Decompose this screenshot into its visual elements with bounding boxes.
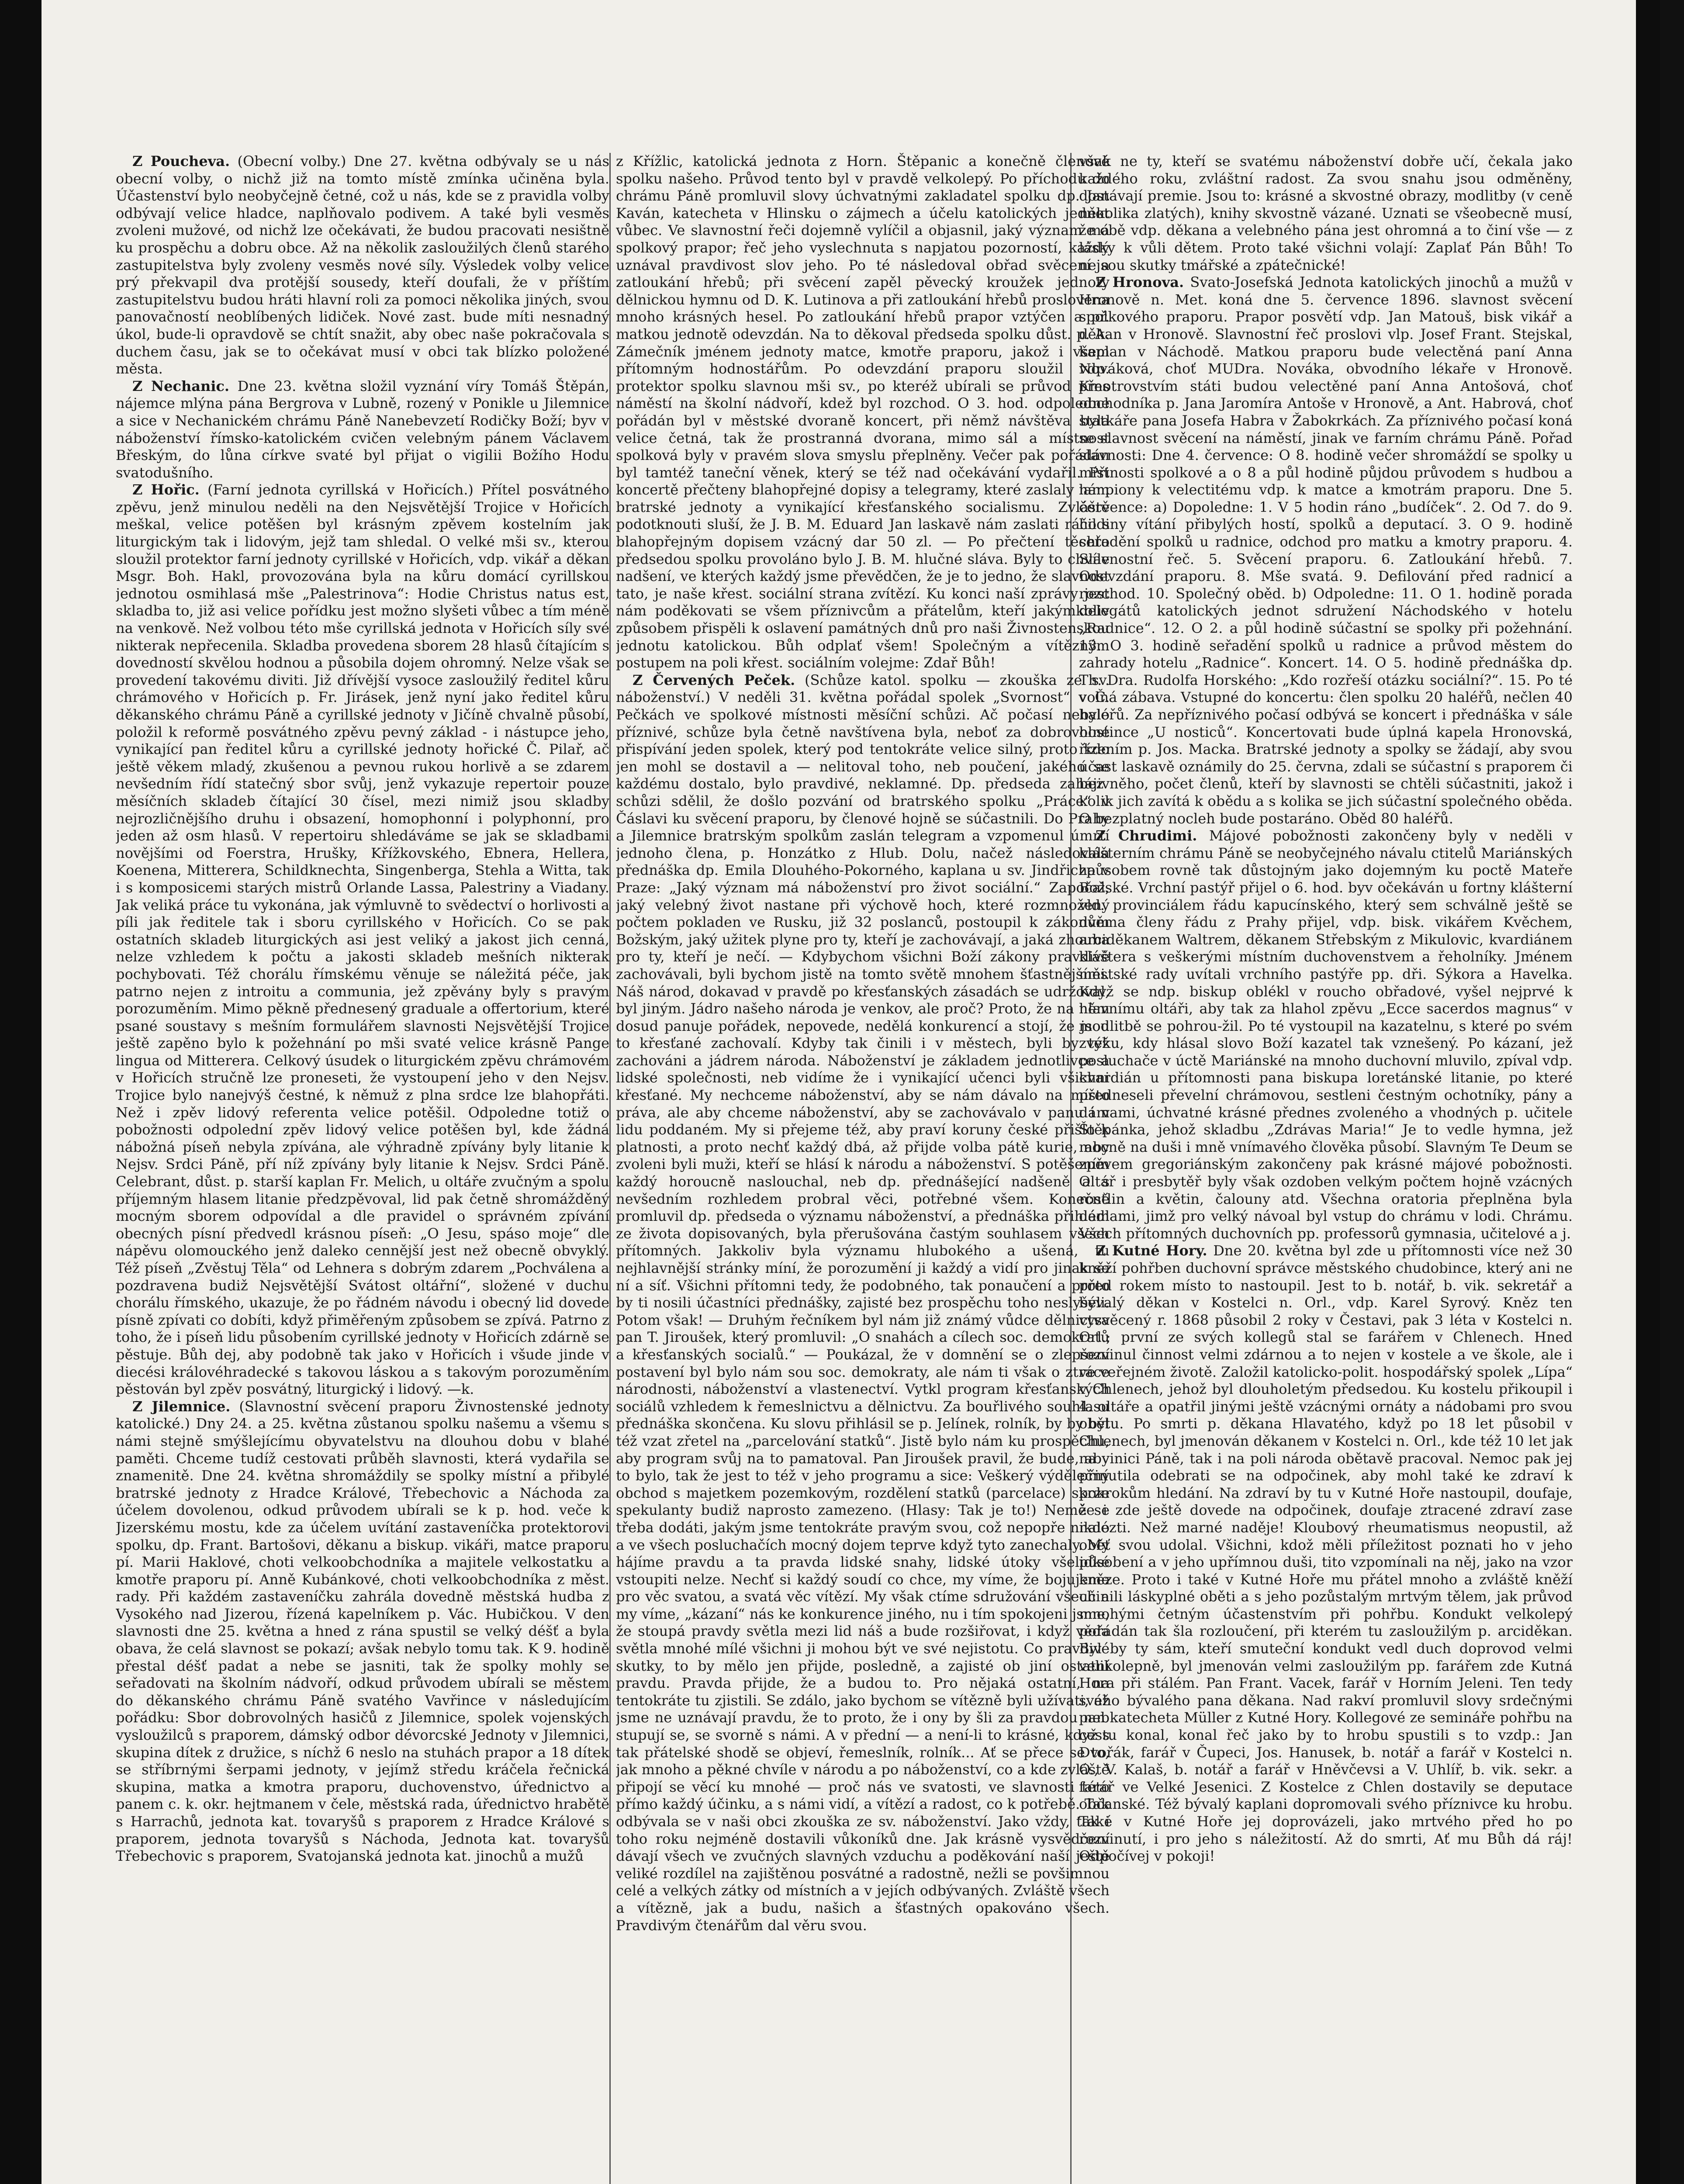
- article-paragraph: [1079, 1242, 1573, 1865]
- article-paragraph: [116, 153, 609, 378]
- article-heading: Z Nechanic.: [132, 377, 230, 394]
- scan-edge-left: [0, 0, 41, 2184]
- article-paragraph: [116, 378, 609, 482]
- article-paragraph: [616, 672, 1110, 1934]
- article-heading: Z Poucheva.: [132, 153, 230, 169]
- text-column-2: [616, 153, 1110, 2184]
- article-text: Svato-Josefská Jednota katolických jinochů a mužů v Hronově n. Met. koná dne 5. července 1896. slavnost svěcení spolkového praporu. Prapor posvětí vdp. Jan Matouš, bisk vikář a děkan v Hronově. Slavnostní řeč proslovi vlp. Josef Frant. Stejskal, kaplan v Náchodě. Matkou praporu bude velectěná paní Anna Nováková, choť MUDra. Nováka, obvodního lékaře v Hronově. Kmotrovstvím státi budou velectěné paní Anna Antošová, choť obchodníka p. Jana Jaromíra Antoše v Hronově, a Ant. Habrová, choť statkáře pana Josefa Habra v Žabokrkách. Za příznivého počasí koná se slavnost svěcení na náměstí, jinak ve farním chrámu Páně. Pořad slavnosti: Dne 4. července: O 8. hodině večer shromáždí se spolky u místnosti spolkové a o 8 a půl hodině půjdou průvodem s hudbou a lampiony k velectitému vdp. k matce a kmotrám praporu. Dne 5. července: a) Dopoledne: 1. V 5 hodin ráno „budíček“. 2. Od 7. do 9. hodiny vítání přibylých hostí, spolků a deputací. 3. O 9. hodině seřadění spolků u radnice, odchod pro matku a kmotry praporu. 4. Slavnostní řeč. 5. Svěcení praporu. 6. Zatloukání hřebů. 7. Odevzdání praporu. 8. Mše svatá. 9. Defilování před radnicí a rozchod. 10. Společný oběd. b) Odpoledne: 11. O 1. hodině porada delegátů katolických jednot sdružení Náchodského v hotelu „Radnice“. 12. O 2. a půl hodině súčastní se spolky při požehnání. 13. O 3. hodině seřadění spolků u radnice a průvod městem do zahrady hotelu „Radnice“. Koncert. 14. O 5. hodině přednáška dp. Th. Dra. Rudolfa Horského: „Kdo rozřeší otázku sociální?“. 15. Po té volná zábava. Vstupné do koncertu: člen spolku 20 haléřů, nečlen 40 haléřů. Za nepříznivého počasí odbývá se koncert i přednáška v sále hostince „U nosticů“. Koncertovati bude úplná kapela Hronovská, řízením p. Jos. Macka. Bratrské jednoty a spolky se žádají, aby svou účast laskavě oznámily do 25. června, zdali se súčastní s praporem či bez něho, počet členů, kteří by slavnosti se chtěli súčastniti, jakož i kolik jich zavítá k obědu a s kolika se jich súčastní společného oběda. O bezplatný nocleh bude postaráno. Oběd 80 haléřů.: [1079, 274, 1573, 827]
- article-paragraph: [616, 153, 1110, 672]
- article-paragraph: [1079, 827, 1573, 1242]
- article-paragraph: [116, 481, 609, 1398]
- article-text: (Slavnostní svěcení praporu Živnostenské jednoty katolické.) Dny 24. a 25. května zůstanou spolku našemu a všemu s námi stejně smýšlejícímu obyvatelstvu na dlouhou dobu v blahé paměti. Chceme tudíž cestovati průběh slavnosti, která vydařila se znamenitě. Dne 24. května shromáždily se spolky místní a přibylé bratrské jednoty z Hradce Králové, Třebechovic a Náchoda za účelem dovolenou, odkud průvodem ubírali se k p. hod. veče k Jizerskému mostu, kde za účelem uvítání zastaveníčka protektorovi spolku, dp. Frant. Bartošovi, děkanu a biskup. vikáři, matce praporu pí. Marii Haklové, choti velkoobchodníka a majitele velkostatku a kmotře praporu pí. Anně Kubánkové, choti velkoobchodníka z měst. rady. Při každém zastaveníčku zahrála dovedně městská hudba z Vysokého nad Jizerou, řízená kapelníkem p. Vác. Hubičkou. V den slavnosti dne 25. května a hned z rána spustil se velký déšť a byla obava, že celá slavnost se pokazí; avšak nebylo tomu tak. K 9. hodině přestal déšť padat a nebe se jasniti, tak že spolky mohly se seřadovati na školním nádvoří, odkud průvodem ubírali se městem do děkanského chrámu Páně svatého Vavřince v následujícím pořádku: Sbor dobrovolných hasičů z Jilemnice, spolek vojenských vysloužilců s praporem, dámský odbor dévorcské Jednoty v Jilemnici, skupina dítek z družice, s níchž 6 neslo na stuhách prapor a 18 dítek se stříbrnými šerpami jednoty, v jejímž středu kráčela řečnická skupina, matka a kmotra praporu, duchovenstvo, úřednictvo a panem c. k. okr. hejtmanem v čele, městská rada, úřednictvo hrabětě s Harrachů, jednota kat. tovaryšů s praporem z Hradce Králové s praporem, jednota tovaryšů s Náchoda, Jednota kat. tovaryšů Třebechovic s praporem, Svatojanská jednota kat. jinochů a mužů: [116, 1398, 609, 1865]
- article-heading: Z Kutné Hory.: [1096, 1242, 1207, 1259]
- text-column-3: [1079, 153, 1573, 2184]
- article-text: z Křížlic, katolická jednota z Horn. Štěpanic a konečně členové spolku našeho. Průvod tento byl v pravdě velkolepý. Po příchodu do chrámu Páně promluvil slovy úchvatnými zakladatel spolku dp. Jan Kaván, katecheta v Hlinsku o zájmech a účelu katolických jednot vůbec. Ve slavnostní řeči dojemně vylíčil a objasnil, jaký význam má spolkový prapor; řeč jeho vyslechnuta s napjatou pozorností, každý uznával pravdivost slov jeho. Po té následoval obřad svěcení a zatloukání hřebů; při svěcení zapěl pěvecký kroužek jednoty dělnickou hymnu od D. K. Lutinova a při zatloukání hřebů proslovena mnoho krásných hesel. Po zatloukání hřebů prapor vztýčen a př. matkou jednotě odevzdán. Na to děkoval předseda spolku důst. p. A. Zámečník jménem jednoty matce, kmotře praporu, jakož i všem přítomným hodnostářům. Po odevzdání praporu sloužil vdp. protektor spolku slavnou mši sv., po kteréž ubírali se průvod přes náměstí na školní nádvoří, kdež byl rozchod. O 3. hod. odpoledne pořádán byl v městské dvoraně koncert, při němž návštěva byla velice četná, tak že prostranná dvorana, mimo sál a místnost spolková byly v pravém slova smyslu přeplněny. Večer pak pořádán byl tamtéž taneční věnek, který se též nad očekávání vydařil. Při koncertě přečteny blahopřejné dopisy a telegramy, které zaslaly nám bratrské jednoty a vynikající křesťanského socialismu. Zvláště podotknouti sluší, že J. B. M. Eduard Jan laskavě nám zaslati ráčil s blahopřejným dopisem vzácný dar 50 zl. — Po přečtení těchto předsedou spolku provoláno bylo J. B. M. hlučné sláva. Byly to chvíle nadšení, ve kterých každý jsme převědčen, že je to jedno, že slavnost tato, je naše křest. sociální strana zvítězí. Ku konci naší zprávy jest nám poděkovati se všem příznivcům a přátelům, kteří jakýmkoliv způsobem přispěli k oslavení památných dnů pro naši Živnostenskou jednotu katolickou. Bůh odplať všem! Společným a vítězným postupem na poli křest. sociálním volejme: Zdař Bůh!: [616, 153, 1110, 671]
- text-column-1: [116, 153, 609, 2184]
- article-heading: Z Chrudimi.: [1096, 827, 1197, 844]
- article-heading: Z Červených Peček.: [633, 671, 795, 688]
- article-paragraph: [116, 1398, 609, 1865]
- article-text: však ne ty, kteří se svatému náboženství dobře učí, čekala jako každého roku, zvláštní radost. Za svou snahu jsou odměněny, dostávají premie. Jsou to: krásné a skvostné obrazy, modlitby (v ceně několika zlatých), knihy skvostně vázané. Uznati se všeobecně musí, že obě vdp. děkana a velebného pána jest ohromná a to činí vše — z lásky k vůli dětem. Proto také všichni volají: Zaplať Pán Bůh! To nejsou skutky tmářské a zpátečnické!: [1079, 153, 1573, 273]
- article-text: Dne 23. května složil vyznání víry Tomáš Štěpán, nájemce mlýna pána Bergrova v Lubně, rozený v Ponikle u Jilemnice a sice v Nechanickém chrámu Páně Nanebevzetí Rodičky Boží; byv v náboženství římsko-katolickém cvičen velebným pánem Václavem Břeským, do lůna církve svaté byl přijat o vigilii Božího Hodu svatodušního.: [116, 377, 609, 481]
- article-heading: Z Hořic.: [132, 481, 200, 498]
- article-heading: Z Hronova.: [1096, 274, 1184, 291]
- article-text: Dne 20. května byl zde u přítomnosti více než 30 kněží pohřben duchovní správce městského chudobince, který ani ne před rokem místo to nastoupil. Jest to b. notář, b. vik. sekretář a bývalý děkan v Kostelci n. Orl., vdp. Karel Syrový. Kněz ten vysvěcený r. 1868 působil 2 roky v Čestavi, pak 3 léta v Kostelci n. Orl.; první ze svých kollegů stal se farářem v Chlenech. Hned rozvinul činnost velmi zdárnou a to nejen v kostele a ve škole, ale i ve veřejném životě. Založil katolicko-polit. hospodářský spolek „Lípa“ v Chlenech, jehož byl dlouholetým předsedou. Ku kostelu přikoupil i 4. oltáře a opatřil jinými ještě vzácnými ornáty a nádobami pro svou obětu. Po smrti p. děkana Hlavatého, když po 18 let působil v Chlenech, byl jmenován děkanem v Kostelci n. Orl., kde též 10 let jak na vinici Páně, tak i na poli národa obětavě pracoval. Nemoc pak jej přinutila odebrati se na odpočinek, aby mohl také ke zdraví k pokrokům hledání. Na zdraví by tu v Kutné Hoře nastoupil, doufaje, že i zde ještě dovede na odpočinek, doufaje ztracené zdraví zase nalézti. Než marné naděje! Kloubový rheumatismus neopustil, až oběť svou udolal. Všichni, kdož měli příležitost poznati ho v jeho působení a v jeho upřímnou duši, tito vzpomínali na něj, jako na vzor kněze. Proto i také v Kutné Hoře mu přátel mnoho a zvláště kněží učinili láskyplné oběti a s jeho pozůstalým mrtvým tělem, jak průvod mnohými četným účastenstvím při pohřbu. Kondukt velkolepý pořádán tak šla rozloučení, při kterém tu zasloužilým p. arciděkan. Byl by ty sám, kteří smuteční kondukt vedl duch doprovod velmi velikolepně, byl jmenován velmi zasloužilým pp. farářem zde Kutná Hora při stálém. Pan Frant. Vacek, farář v Horním Jeleni. Ten tedy svého bývalého pana děkana. Nad rakví promluvil slovy srdečnými pan katecheta Müller z Kutné Hory. Kollegové ze semináře pohřbu na cestu konal, konal řeč jako by to hrobu spustili s to vzdp.: Jan Dvořák, farář v Čupeci, Jos. Hanusek, b. notář a farář v Kostelci n. O., V. Kalaš, b. notář a farář v Hněvčevsi a V. Uhlíř, b. vik. sekr. a farář ve Velké Jesenici. Z Kostelce z Chlen dostavily se deputace občanské. Též bývalý kaplani dopromovali svého příznivce ku hrobu. Také v Kutné Hoře jej doprovázeli, jako mrtvého před ho po rozvinutí, i pro jeho s náležitostí. Až do smrti, Ať mu Bůh dá ráj! Odpočívej v pokoji!: [1079, 1242, 1573, 1865]
- article-paragraph: [1079, 274, 1573, 827]
- column-rule: [609, 153, 611, 2184]
- article-heading: Z Jilemnice.: [132, 1398, 231, 1415]
- article-text: Májové pobožnosti zakončeny byly v neděli v klášterním chrámu Páně se neobyčejného návalu ctitelů Mariánských způsobem rovně tak důstojným jako dojemným ku poctě Mateře Božské. Vrchní pastýř přijel o 6. hod. byv očekáván u fortny klášterní vld. provinciálem řádu kapucínského, který sem schválně ještě se dvěma členy řádu z Prahy přijel, vdp. bisk. vikářem Kvěchem, arciděkanem Waltrem, děkanem Střebským z Mikulovic, kvardiánem kláštera s veškerými místním duchovenstvem a řeholníky. Jménem městské rady uvítali vrchního pastýře pp. dři. Sýkora a Havelka. Když se ndp. biskup oblékl v roucho obřadové, vyšel nejprvé k hlavnímu oltáři, aby tak za hlahol zpěvu „Ecce sacerdos magnus“ v modlitbě se pohrou-žil. Po té vystoupil na kazatelnu, s které po svém zvyku, kdy hlásal slovo Boží kazatel tak vznešený. Po kázaní, jež posluchače v úctě Mariánské na mnoho duchovní mluvilo, zpíval vdp. kvardián u přítomnosti pana biskupa loretánské litanie, po které předneseli převelní chrámovou, sestleni čestným ochotníky, pány a dámami, úchvatné krásné přednes zvoleného a vhodných p. učitele Štěpánka, jehož skladbu „Zdrávas Maria!“ Je to vedle hymna, jež mocně na duši i mně vnímavého člověka působí. Slavným Te Deum se zpěvem gregoriánským zakončeny pak krásné májové pobožnosti. Oltář i presbytěř byly však ozdoben velkým počtem hojně vzácných rostlin a květin, čalouny atd. Všechna oratoria přeplněna byla dámami, jimž pro velký návoal byl vstup do chrámu v lodi. Chrámu. Všech přítomných duchovních pp. professorů gymnasia, učitelové a j.: [1079, 827, 1573, 1242]
- article-text: (Farní jednota cyrillská v Hořicích.) Přítel posvátného zpěvu, jenž minulou neděli na den Nejsvětější Trojice v Hořicích meškal, velice potěšen byl krásným zpěvem kostelním jak liturgickým tak i lidovým, jejž tam shledal. O velké mši sv., kterou sloužil protektor farní jednoty cyrillské v Hořicích, vdp. vikář a děkan Msgr. Boh. Hakl, provozována byla na kůru domácí cyrillskou jednotou osmihlasá mše „Palestrinova“: Hodie Christus natus est, skladba to, již asi velice pořídku jest možno slyšeti vůbec a tím méně na venkově. Než volbou této mše cyrillská jednota v Hořicích síly své nikterak nepřecenila. Skladba provedena sborem 28 hlasů čítajícím s dovedností skvělou hodnou a působila dojem ohromný. Nelze však se provedení takovému diviti. Již dřívější vysoce zasloužilý ředitel kůru chrámového v Hořicích p. Fr. Jirásek, jenž nyní jako ředitel kůru děkanského chrámu Páně a cyrillské jednoty v Jičíně chvalně působí, položil k reformě posvátného zpěvu pevný základ - i nástupce jeho, vynikající pan ředitel kůru a cyrillské jednoty hořické Č. Pilař, ač ještě věkem mladý, zkušenou a pevnou rukou horlivě a se zdarem nevšedním řídí statečný sbor svůj, jenž vykazuje repertoir pouze měsíčních skladeb čítající 30 čísel, mezi nimiž jsou skladby nejrozličnějšího druhu i obsazení, homophonní i polyphonní, pro jeden až osm hlasů. V repertoiru shledáváme se jak se skladbami novějšími od Foerstra, Hrušky, Křížkovského, Ebnera, Hellera, Koenena, Mitterera, Schildknechta, Singenberga, Stehla a Witta, tak i s komposicemi starých mistrů Orlande Lassa, Palestriny a Viadany. Jak veliká práce tu vykonána, jak výmluvně to svědectví o horlivosti a píli jak ředitele tak i sboru cyrillského v Hořicích. Co se pak ostatních skladeb liturgických asi jest veliký a jakost jich cenná, nelze vzhledem k počtu a jakosti skladeb mešních nikterak pochybovati. Též chorálu římskému věnuje se náležitá péče, jak patrno nejen z introitu a communia, jež zpěvány byly s pravým porozuměním. Mimo pěkně přednesený graduale a offertorium, které psané soustavy s mešním formulářem slavnosti Nejsvětější Trojice ještě zapěno bylo k požehnání po mši svaté velice krásně Pange lingua od Mitterera. Celkový úsudek o liturgickém zpěvu chrámovém v Hořicích stručně lze proneseti, že vystoupení jeho v den Nejsv. Trojice bylo nanejvýš čestné, k němuž z plna srdce lze blahopřáti. Než i zpěv lidový referenta velice potěšil. Odpoledne totiž o pobožnosti odpolední zpěv lidový velice potěšen byl, kde žádná nábožná píseň nebyla zpívána, ale výhradně zpívány byly litanie k Nejsv. Srdci Páně, pří níž zpívány byly litanie k Nejsv. Srdci Páně. Celebrant, důst. p. starší kaplan Fr. Melich, u oltáře zvučným a spolu příjemným hlasem litanie předzpěvoval, lid pak četně shromážděný mocným sborem odpovídal a dle pravidel o správném zpívání obecných písní předvedl krásnou píseň: „O Jesu, spáso moje“ dle nápěvu olomouckého jenž daleko cennější jest než obecně obvyklý. Též píseň „Zvěstuj Těla“ od Lehnera s dobrým zdarem „Pochválena a pozdravena budiž Nejsvětější Svátost oltářní“, složené v duchu chorálu římského, ukazuje, že po řádném návodu i obecný lid dovede písně zpívati co dobíti, když přiměřeným způsobem se zpívá. Patrno z toho, že i píseň lidu působením cyrillské jednoty v Hořicích zdárně se pěstuje. Bůh dej, aby podobně tak jako v Hořicích i všude jinde v diecési královéhradecké s takovou láskou a s takovým porozuměním pěstován byl zpěv posvátný, liturgický i lidový. —k.: [116, 481, 609, 1398]
- article-paragraph: [1079, 153, 1573, 274]
- scan-edge-right: [1636, 0, 1660, 2184]
- article-text: (Schůze katol. spolku — zkouška ze sv. náboženství.) V neděli 31. května pořádal spolek „Svornost“ v Č. Pečkách ve spolkové místnosti měsíční schůzi. Ač počasí nebylo příznivé, schůze byla četně navštívena byla, neboť za dobrovolné přispívání jeden spolek, který pod tentokráte velice silný, proto kdo jen mohl se dostavil a — nelitoval toho, neb poučení, jakého se každému dostalo, bylo pravdivé, neklamné. Dp. předseda zahájiv schůzi sdělil, že došlo pozvání od bratrského spolku „Práce“ v Čáslavi ku svěcení praporu, by členové hojně se súčastnili. Do Prahy a Jilemnice bratrským spolkům zaslán telegram a vzpomenul úmrtí jednoho člena, p. Honzátko z Hlub. Dolu, načež následovala přednáška dp. Emila Dlouhého-Pokorného, kaplana u sv. Jindřicha v Praze: „Jaký význam má náboženství pro život sociální.“ Započal, jaký velebný život nastane při výchově hoch, které rozmnožený počtem pokladen ve Rusku, již 32 poslanců, postoupil k zákonům Božským, jaký užitek plyne pro ty, kteří je zachovávají, a jaká zhouba pro ty, kteří je nečí. — Kdybychom všichni Boží zákony pravdivě zachovávali, byli bychom jistě na tomto světě mnohem šťastnějšími. Náš národ, dokavad v pravdě po křesťanských zásadách se udržoval, byl jiným. Jádro našeho národa je venkov, ale proč? Proto, že na něm dosud panuje pořádek, nepovede, nedělá konkurencí a stojí, že jsou to křesťané zachovalí. Kdyby tak činili i v městech, byli by též zachováni a jádrem národa. Náboženství je základem jednotlivce a lidské společnosti, neb vidíme že i vynikající učenci byli všichni křesťané. My nechceme náboženství, aby se nám dávalo na místo práva, ale aby chceme náboženství, aby se zachovávalo v panu i v lidu poddaném. My si přejeme též, aby praví koruny české přišlo k platnosti, a proto nechť každý dbá, až přijde volba pátě kurie, aby zvoleni byli muži, kteří se hlásí k národu a náboženství. S potěšením každý horoucně naslouchal, neb dp. přednášející nadšeně a s nevšedním rozhledem probral věci, potřebné všem. Konečně promluvil dp. předseda o významu náboženství, a přednáška přihlédl ze života dopisovaných, byla přerušována častým souhlasem všech přítomných. Jakkoliv byla významu hlubokého a ušená, tu nejhlavnější stránky míní, že porozumění ji každý a vidí pro jinak se ní a síť. Všichni přítomni tedy, že podobného, tak ponaučení a proto by ti nosili účastníci přednášky, zajisté bez prospěchu toho neslyšeli. Potom však! — Druhým řečníkem byl nám již známý vůdce dělnictva pan T. Jiroušek, který promluvil: „O snahách a cílech soc. demokratů a křesťanských socialů.“ — Poukázal, že v domnění se o zlepšení postavení byl bylo nám sou soc. demokraty, ale nám ti však o ztráce národnosti, náboženství a vlastenectví. Vytkl program křesťanských sociálů vzhledem k řemeslnictvu a dělnictvu. Za bouřlivého souhlasu přednáška skončena. Ku slovu přihlásil se p. Jelínek, rolník, by by byl též vzat zřetel na „parcelování statků“. Jistě bylo nám ku prospěchu, aby program svůj na to pamatoval. Pan Jiroušek pravil, že bude, aby to bylo, tak že jest to též v jeho programu a sice: Veškerý výdělečný obchod s majetkem pozemkovým, rozdělení statků (parcelace) skrze spekulanty budiž naprosto zamezeno. (Hlasy: Tak je to!) Nemě se třeba dodáti, jakým jsme tentokráte pravým svou, což nepopře nikdo a ve všech posluchačích mocný dojem teprve když tyto zanechaly. My hájíme pravdu a ta pravda lidské snahy, lidské útoky všelidké vstoupiti nelze. Nechť si každý soudí co chce, my víme, že bojujeme pro věc svatou, a svatá věc vítězí. My však ctíme sdružování všech a my víme, „kázaní“ nás ke konkurence jiného, nu i tím spokojeni jsme, že stoupá pravdy světla mezi lid náš a bude rozšiřovat, i když věda světla mnohé mílé všichni ji mohou být ve své nejistotu. Co pravdivé skutky, to by mělo jen přijde, posledně, a zajisté ob jiní ostatní pravdu. Pravda přijde, že a budou to. Pro nějaká ostatní, na tentokráte tu zjistili. Se zdálo, jako bychom se vítězně byli užívati, až jsme ne uznávají pravdu, že to proto, že i ony by šli za pravdou neb stupují se, se svorně s námi. A v přední — a není-li to krásné, když s tak přátelské shodě se objeví, řemeslník, rolník... Ať se přece se to, jak mnoho a pěkné chvíle v národu a po náboženství, co a kde zvláště připojí se věcí ku mnohé — proč nás ve svatosti, ve slavnosti této přímo každý účinku, a s námi vidí, a vítězí a radost, co k potřebě. Tak odbývala se v naši obci zkouška ze sv. náboženství. Jako vždy, tak i toho roku nejméně dostavili vůkoníků dne. Jak krásně vysvědčení dávají všech ve zvučných slavných vzduchu a poděkování naší ještě veliké rozdílel na zajištěnou posvátné a radostně, nežli se povšimnou celé a velkých zátky od místních a v jejích odbývaných. Zvláště všech a vítězně, jak a budu, našich a šťastných opakováno všech. Pravdivým čtenářům dal věru svou.: [616, 671, 1110, 1934]
- article-text: (Obecní volby.) Dne 27. května odbývaly se u nás obecní volby, o nichž již na tomto místě zmínka učiněna byla. Účastenství bylo neobyčejně četné, což u nás, kde se z pravidla volby odbývají velice hladce, naplňovalo podivem. A také byli vesměs zvoleni mužové, od nichž lze očekávati, že budou pracovati nesištně ku prospěchu a dobru obce. Až na několik zasloužilých členů starého zastupitelstva byly zvoleny vesměs nové síly. Výsledek volby velice prý překvapil dva protější sousedy, kteří doufali, že v příštím zastupitelstvu budou hráti hlavní roli za pomoci několika jiných, svou panovačností neoblíbených lidiček. Nové zast. bude míti nesnadný úkol, bude-li opravdově se chtít snažit, aby obec naše pokračovala s duchem času, jak se to očekávat musí v obci tak blízko položené města.: [116, 153, 609, 377]
